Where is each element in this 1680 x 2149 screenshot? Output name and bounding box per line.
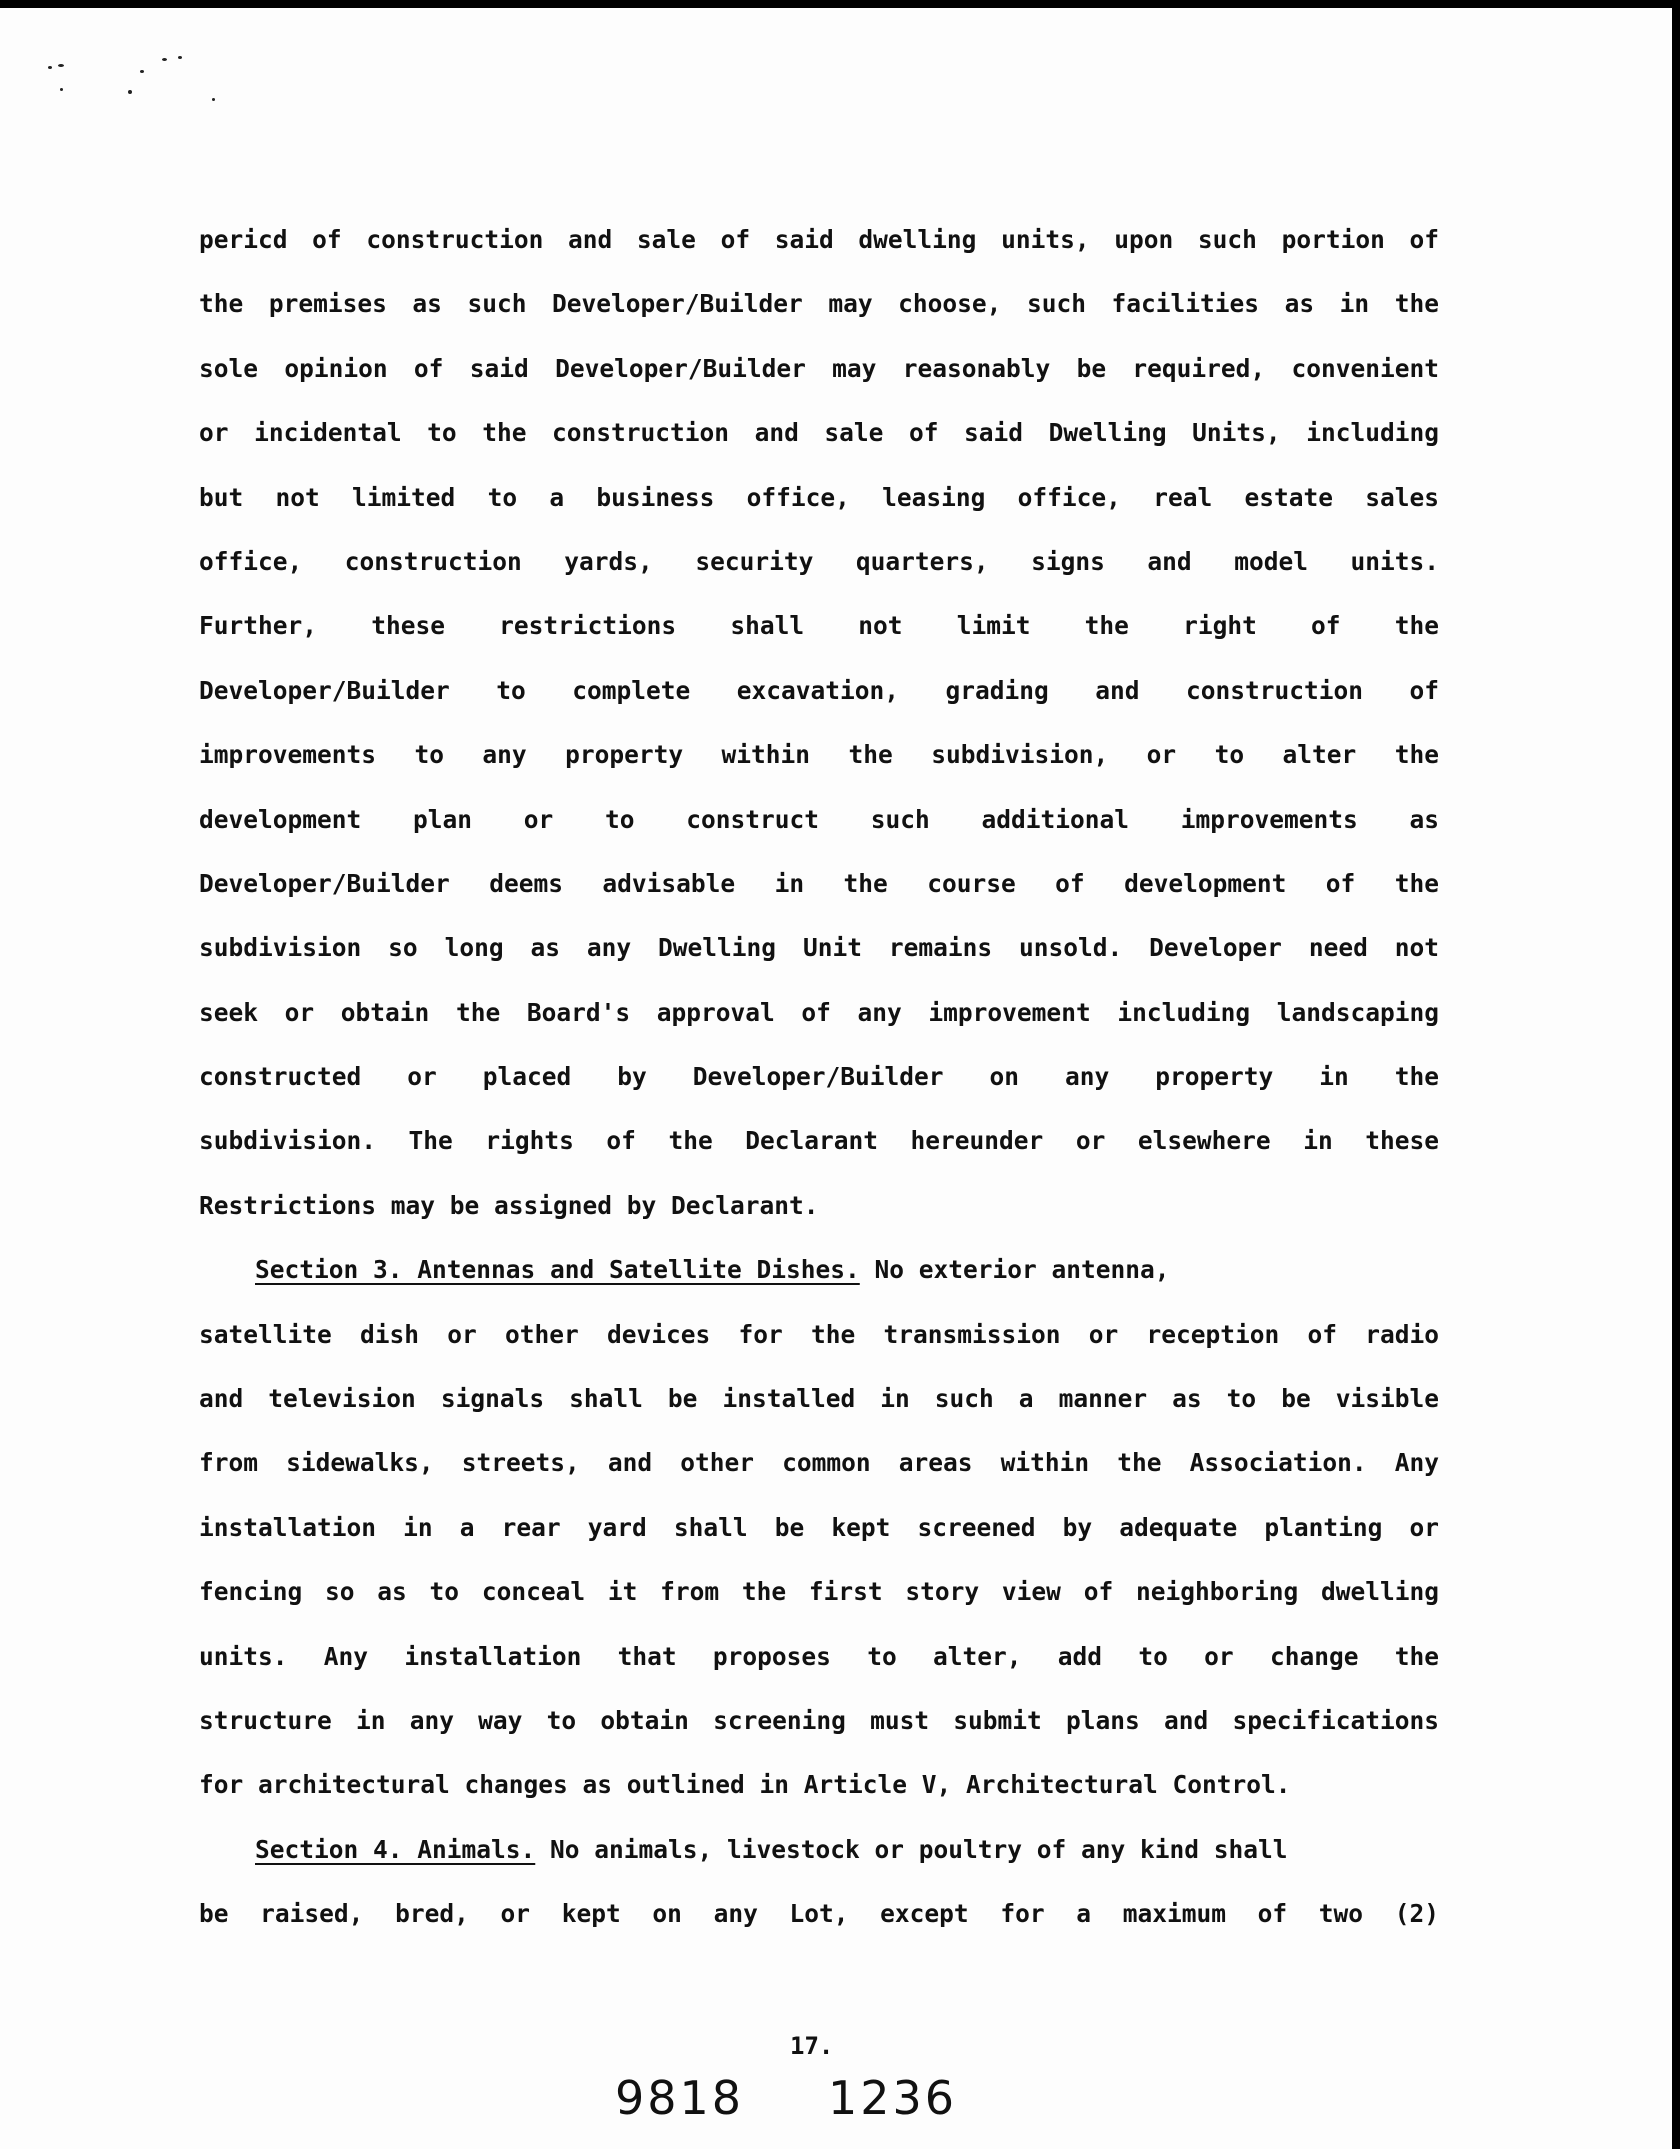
text-line: from sidewalks, streets, and other common areas within the Association. Any [199, 1448, 1439, 1478]
book-number-stamp: 9818 [615, 2071, 745, 2125]
text-line: units. Any installation that proposes to alter, add to or change the [199, 1641, 1439, 1671]
text-line: structure in any way to obtain screening must submit plans and specifications [199, 1705, 1439, 1735]
text-line: development plan or to construct such additional improvements as [199, 804, 1439, 834]
text-line: and television signals shall be installed in such a manner as to be visible [199, 1384, 1439, 1414]
section-3-heading: Section 3. Antennas and Satellite Dishes. [255, 1255, 860, 1285]
section-3-text: No exterior antenna, [859, 1255, 1170, 1285]
text-line: pericd of construction and sale of said dwelling units, upon such portion of [199, 225, 1439, 254]
text-line: Developer/Builder deems advisable in the course of development of the [199, 868, 1439, 898]
text-line: Developer/Builder to complete excavation, grading and construction of [199, 675, 1439, 705]
scan-speck [162, 58, 167, 61]
section-4-first-line [199, 1818, 1439, 1882]
text-line: installation in a rear yard shall be kept screened by adequate planting or [199, 1512, 1439, 1542]
document-body [199, 208, 1439, 1947]
text-line: improvements to any property within the subdivision, or to alter the [199, 740, 1439, 770]
scan-speck [128, 90, 132, 94]
text-line: for architectural changes as outlined in Article V, Architectural Control. [199, 1770, 1291, 1800]
scan-speck [212, 98, 215, 101]
text-line: sole opinion of said Developer/Builder may reasonably be required, convenient [199, 353, 1439, 383]
text-line: constructed or placed by Developer/Builder on any property in the [199, 1062, 1439, 1092]
page-number: 17. [790, 2032, 834, 2060]
section-4-heading: Section 4. Animals. [255, 1834, 536, 1864]
text-line: subdivision so long as any Dwelling Unit remains unsold. Developer need not [199, 933, 1439, 963]
text-line: fencing so as to conceal it from the first story view of neighboring dwelling [199, 1577, 1439, 1607]
text-line: Restrictions may be assigned by Declarant. [199, 1190, 819, 1220]
text-line: the premises as such Developer/Builder may choose, such facilities as in the [199, 289, 1439, 319]
section-3-first-line [199, 1238, 1439, 1302]
scan-speck [58, 64, 64, 67]
document-page [0, 8, 1672, 2149]
scan-speck [48, 66, 52, 69]
page-number-stamp: 1236 [828, 2071, 958, 2125]
text-line: office, construction yards, security quarters, signs and model units. [199, 546, 1439, 576]
scan-speck [178, 56, 182, 59]
text-line: Further, these restrictions shall not limit the right of the [199, 611, 1439, 641]
scan-speck [140, 70, 144, 73]
text-line: but not limited to a business office, leasing office, real estate sales [199, 482, 1439, 512]
text-line: or incidental to the construction and sale of said Dwelling Units, including [199, 418, 1439, 448]
text-line: be raised, bred, or kept on any Lot, except for a maximum of two (2) [199, 1899, 1439, 1929]
text-line: satellite dish or other devices for the transmission or reception of radio [199, 1319, 1439, 1349]
scan-speck [60, 88, 63, 91]
text-line: seek or obtain the Board's approval of any improvement including landscaping [199, 997, 1439, 1027]
text-line: subdivision. The rights of the Declarant hereunder or elsewhere in these [199, 1126, 1439, 1156]
section-4-text: No animals, livestock or poultry of any kind shall [535, 1834, 1288, 1864]
